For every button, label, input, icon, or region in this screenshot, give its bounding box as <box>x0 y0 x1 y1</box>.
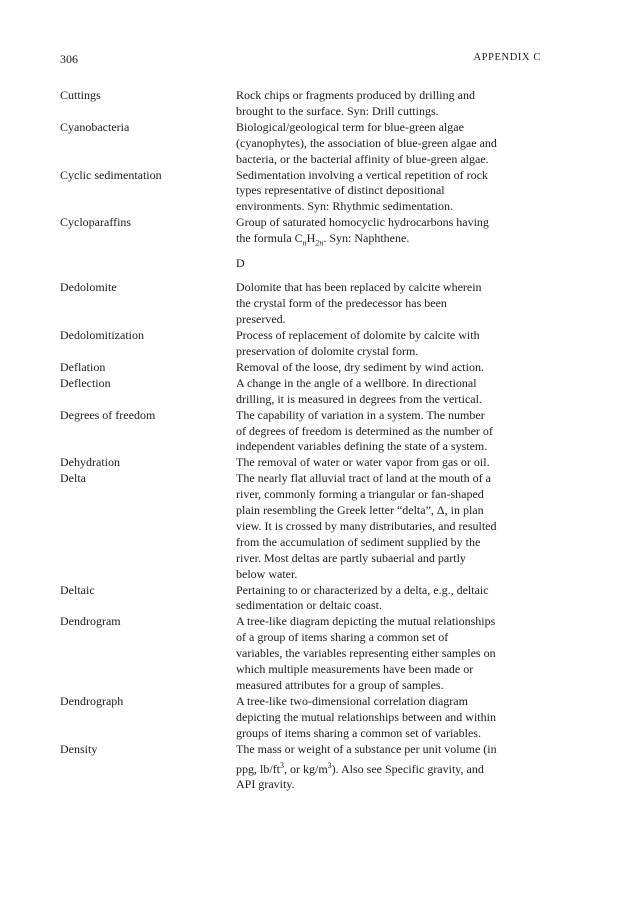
definition-line: the formula $C_nH_{2n}$. Syn: Naphthene. <box>236 231 410 248</box>
definition-line: brought to the surface. Syn: Drill cuttings. <box>236 103 439 118</box>
definition-line: independent variables defining the state of a system. <box>236 439 488 454</box>
entry-term: Dedolomitization <box>60 328 144 343</box>
definition-line: Rock chips or fragments produced by drilling and <box>236 88 475 102</box>
entry-term: Cyclic sedimentation <box>60 167 162 182</box>
definition-line: measured attributes for a group of samples. <box>236 678 444 693</box>
entry-term: Dendrograph <box>60 693 124 708</box>
glossary-entry <box>60 376 544 408</box>
definition-line: Pertaining to or characterized by a delta, e.g., deltaic <box>236 582 489 597</box>
definition-line: The capability of variation in a system. The number <box>236 407 485 422</box>
glossary-entry <box>60 280 544 328</box>
entry-definition <box>236 376 544 408</box>
definition-line: variables, the variables representing either samples on <box>236 646 496 661</box>
glossary-entry <box>60 408 544 456</box>
page-number: 306 <box>60 52 78 66</box>
definition-line: API gravity. <box>236 777 295 792</box>
definition-line: types representative of distinct depositional <box>236 183 445 198</box>
definition-line: preserved. <box>236 312 286 327</box>
entry-definition <box>236 583 544 615</box>
definition-line: river, commonly forming a triangular or fan-shaped <box>236 487 484 502</box>
glossary-entry <box>60 455 544 471</box>
glossary-entry <box>60 583 544 615</box>
definition-line: which multiple measurements have been made or <box>236 662 474 677</box>
definition-line: Sedimentation involving a vertical repetition of rock <box>236 167 488 182</box>
definition-line: river. Most deltas are partly subaerial and partly <box>236 550 466 565</box>
entry-definition <box>236 360 544 376</box>
entry-term: Cycloparaffins <box>60 215 132 230</box>
definition-line: The removal of water or water vapor from gas or oil. <box>236 455 490 470</box>
entry-term: Dedolomite <box>60 280 117 295</box>
definition-line: environments. Syn: Rhythmic sedimentation. <box>236 199 453 214</box>
entry-term: Cuttings <box>60 88 101 102</box>
glossary-entry <box>60 471 544 582</box>
entries-c-group <box>60 88 544 215</box>
section-letter: D <box>236 256 245 271</box>
definition-line: Dolomite that has been replaced by calcite wherein <box>236 280 482 295</box>
entry-term: Deflation <box>60 359 106 374</box>
entry-term: Dehydration <box>60 455 120 470</box>
entry-term: Degrees of freedom <box>60 407 156 422</box>
glossary-entry <box>60 120 544 168</box>
definition-line: sedimentation or deltaic coast. <box>236 598 382 613</box>
entry-term: Cyanobacteria <box>60 119 130 134</box>
entry-definition <box>236 471 544 582</box>
definition-line: Group of saturated homocyclic hydrocarbons having <box>236 215 489 230</box>
definition-line: (cyanophytes), the association of blue-green algae and <box>236 135 497 150</box>
glossary-entry <box>60 360 544 376</box>
glossary-entry <box>60 742 544 794</box>
entry-term: Delta <box>60 471 86 486</box>
entry-definition <box>236 328 544 360</box>
page-header <box>60 52 541 70</box>
glossary-entry <box>60 168 544 216</box>
entry-definition <box>236 408 544 456</box>
definition-line: Removal of the loose, dry sediment by wind action. <box>236 359 484 374</box>
entry-definition <box>236 88 544 120</box>
definition-line: the crystal form of the predecessor has been <box>236 296 447 311</box>
entry-term: Dendrogram <box>60 614 121 629</box>
entry-term: Deflection <box>60 375 111 390</box>
entry-definition <box>236 168 544 216</box>
glossary-entry <box>60 215 544 251</box>
entries-d-group <box>60 280 544 741</box>
definition-line: Biological/geological term for blue-green algae <box>236 119 464 134</box>
entry-term: Density <box>60 741 98 756</box>
glossary-entry <box>60 328 544 360</box>
definition-line: preservation of dolomite crystal form. <box>236 343 419 358</box>
entry-definition <box>236 742 544 794</box>
definition-line: Process of replacement of dolomite by calcite with <box>236 328 480 343</box>
definition-line: ppg, $lb/ft^3$, or $kg/m^3$). Also see Specific gravity, and <box>236 760 484 776</box>
definition-line: bacteria, or the bacterial affinity of blue-green algae. <box>236 151 489 166</box>
entry-definition <box>236 614 544 694</box>
definition-line: plain resembling the Greek letter “delta”, Δ, in plan <box>236 503 484 518</box>
running-head: APPENDIX C <box>473 52 541 63</box>
glossary-entry <box>60 614 544 694</box>
entry-definition <box>236 215 544 251</box>
definition-line: drilling, it is measured in degrees from the vertical. <box>236 391 482 406</box>
definition-line: A change in the angle of a wellbore. In directional <box>236 375 477 390</box>
glossary-entry <box>60 694 544 742</box>
definition-line: depicting the mutual relationships between and within <box>236 709 496 724</box>
definition-line: view. It is crossed by many distributaries, and resulted <box>236 518 497 533</box>
definition-line: of degrees of freedom is determined as the number of <box>236 423 493 438</box>
definition-line: The nearly flat alluvial tract of land at the mouth of a <box>236 471 491 486</box>
definition-line: from the accumulation of sediment supplied by the <box>236 534 481 549</box>
definition-line: A tree-like two-dimensional correlation diagram <box>236 693 468 708</box>
glossary-entries <box>60 88 544 793</box>
entry-definition <box>236 694 544 742</box>
definition-line: below water. <box>236 566 298 581</box>
definition-line: groups of items sharing a common set of variables. <box>236 725 481 740</box>
entry-definition <box>236 280 544 328</box>
definition-line: of a group of items sharing a common set of <box>236 630 449 645</box>
definition-line: A tree-like diagram depicting the mutual relationships <box>236 614 496 629</box>
glossary-entry <box>60 88 544 120</box>
definition-line: The mass or weight of a substance per unit volume (in <box>236 741 497 756</box>
entry-term: Deltaic <box>60 582 95 597</box>
entry-definition <box>236 455 544 471</box>
entry-definition <box>236 120 544 168</box>
